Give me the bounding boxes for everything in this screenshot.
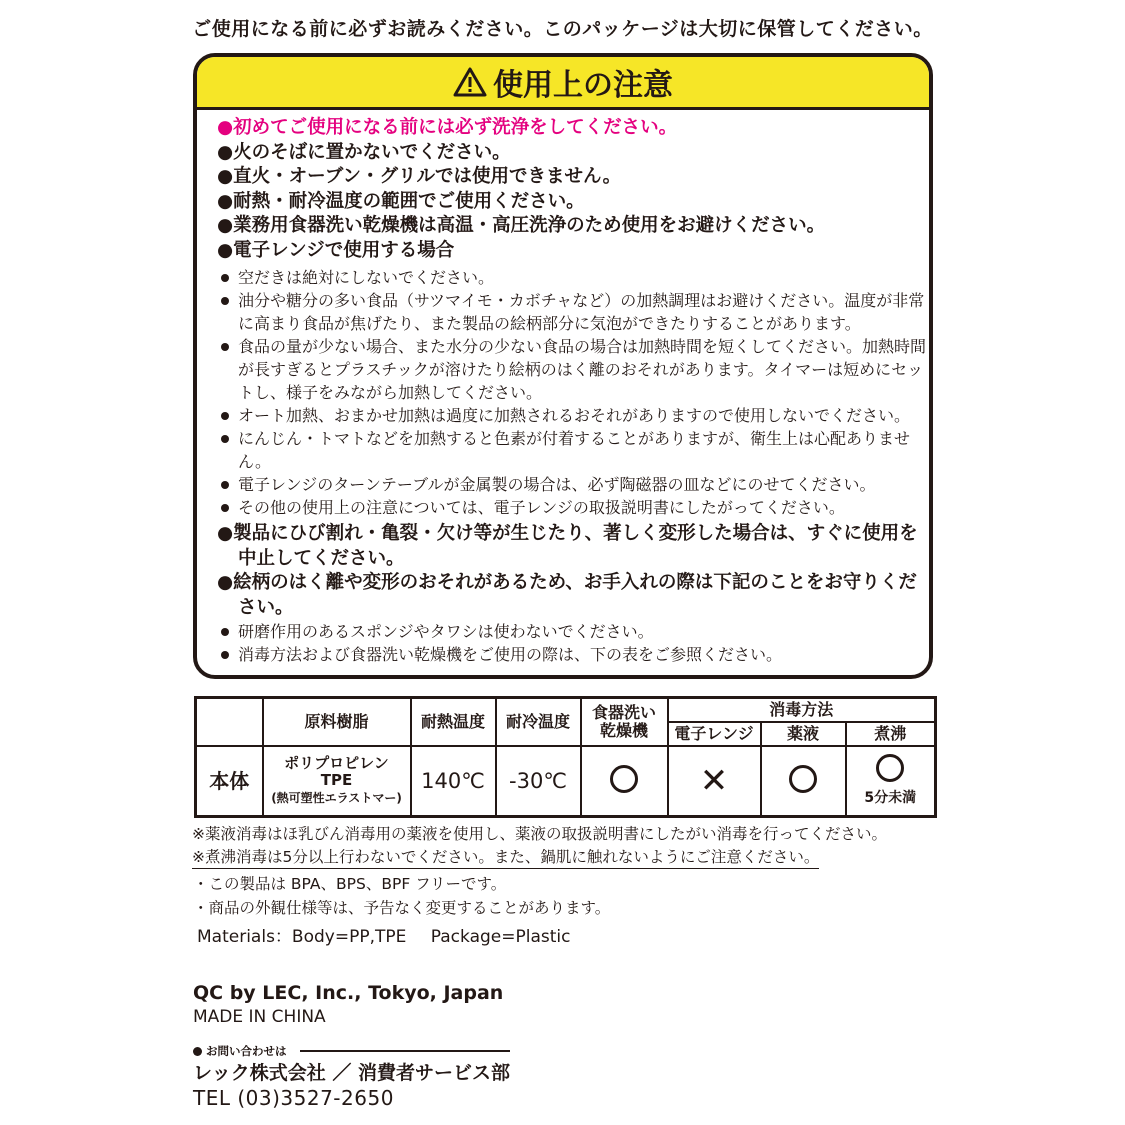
table-note: ※煮沸消毒は5分以上行わないでください。また、鍋肌に触れないようにご注意ください。: [192, 847, 819, 869]
cell-microwave: [668, 746, 761, 817]
boiling-note: 5分未満: [864, 790, 917, 807]
microwave-item: オート加熱、おまかせ加熱は過度に加熱されるおそれがありますので使用しないでください。: [217, 404, 933, 427]
table-corner-cell: [196, 698, 263, 746]
header-chemical: 薬液: [761, 722, 846, 746]
caution-item-microwave: ●電子レンジで使用する場合: [217, 239, 455, 261]
resin-line: (熱可塑性エラストマー): [271, 790, 402, 805]
microwave-item: その他の使用上の注意については、電子レンジの取扱説明書にしたがってください。: [217, 496, 933, 519]
bullet-icon: [193, 1047, 202, 1056]
cell-chemical: [761, 746, 846, 817]
materials-text: Materials：Body=PP,TPE Package=Plastic: [197, 927, 571, 947]
caution-box: [193, 53, 933, 679]
caution-body: [197, 110, 929, 666]
inquiry-label-text: お問い合わせは: [206, 1044, 287, 1058]
header-microwave: 電子レンジ: [668, 722, 761, 746]
maker-text: QC by LEC, Inc., Tokyo, Japan: [193, 982, 504, 1004]
header-heat: 耐熱温度: [411, 698, 496, 746]
care-item: 研磨作用のあるスポンジやタワシは使わないでください。: [217, 620, 933, 643]
caution-item: ●火のそばに置かないでください。: [217, 141, 511, 163]
header-boiling: 煮沸: [846, 722, 936, 746]
caution-item: ●業務用食器洗い乾燥機は高温・高圧洗浄のため使用をお避けください。: [217, 215, 826, 236]
caution-item: ●直火・オーブン・グリルでは使用できません。: [217, 166, 622, 187]
microwave-item: 油分や糖分の多い食品（サツマイモ・カボチャなど）の加熱調理はお避けください。温度が非常に高まり食品が焦げたり、また製品の絵柄部分に気泡ができたりすることがあります。: [217, 289, 933, 335]
caution-item-peel: ●絵柄のはく離や変形のおそれがあるため、お手入れの際は下記のことをお守りください。: [217, 572, 917, 618]
row-label: 本体: [196, 746, 263, 817]
header-resin: 原料樹脂: [263, 698, 411, 746]
caution-header: [197, 57, 929, 110]
microwave-item: 食品の量が少ない場合、また水分の少ない食品の場合は加熱時間を短くしてください。加熱時間が長すぎるとプラスチックが溶けたり絵柄のはく離のおそれがあります。タイマーは短めにセットし、様子をみながら加熱してください。: [217, 335, 933, 404]
info-list: [193, 872, 610, 920]
made-in-text: MADE IN CHINA: [193, 1007, 326, 1027]
inquiry-label: [193, 1043, 287, 1059]
cell-dishwasher: [581, 746, 668, 817]
info-item: ・商品の外観仕様等は、予告なく変更することがあります。: [193, 899, 611, 917]
header-cold: 耐冷温度: [496, 698, 581, 746]
cell-cold: -30℃: [496, 746, 581, 817]
divider: [300, 1050, 510, 1052]
cell-heat: 140℃: [411, 746, 496, 817]
care-item: 消毒方法および食器洗い乾燥機をご使用の際は、下の表をご参照ください。: [217, 643, 933, 666]
cell-resin: [263, 746, 411, 817]
spec-table: [194, 696, 937, 818]
microwave-item: 電子レンジのターンテーブルが金属製の場合は、必ず陶磁器の皿などにのせてください。: [217, 473, 933, 496]
resin-line: ポリプロピレン: [284, 753, 389, 772]
circle-mark-icon: [610, 765, 638, 793]
header-disinfection: 消毒方法: [668, 698, 936, 722]
caution-first-item: ●初めてご使用になる前には必ず洗浄をしてください。: [217, 117, 678, 138]
table-note: ※薬液消毒はほ乳びん消毒用の薬液を使用し、薬液の取扱説明書にしたがい消毒を行ってください。: [192, 825, 887, 843]
tel-text: TEL (03)3527-2650: [193, 1086, 394, 1110]
caution-title: 使用上の注意: [493, 68, 673, 103]
microwave-item: 空だきは絶対にしないでください。: [217, 266, 933, 289]
header-dishwasher: [581, 698, 668, 746]
caution-item-crack: ●製品にひび割れ・亀裂・欠け等が生じたり、著しく変形した場合は、すぐに使用を中止してください。: [217, 523, 918, 569]
warning-icon: [453, 67, 487, 97]
info-item: ・この製品は BPA、BPS、BPF フリーです。: [193, 875, 507, 893]
cell-boiling: [846, 746, 936, 817]
table-notes: [192, 823, 887, 869]
microwave-item: にんじん・トマトなどを加熱すると色素が付着することがありますが、衛生上は心配ありません。: [217, 427, 933, 473]
header-dishwasher-label: 食器洗い乾燥機: [591, 702, 656, 740]
caution-item: ●耐熱・耐冷温度の範囲でご使用ください。: [217, 190, 585, 212]
top-note: ご使用になる前に必ずお読みください。このパッケージは大切に保管してください。: [192, 18, 933, 40]
cross-mark-icon: ✕: [699, 760, 729, 801]
company-text: レック株式会社 ／ 消費者サービス部: [193, 1062, 511, 1084]
circle-mark-icon: [789, 765, 817, 793]
resin-line: TPE: [320, 770, 353, 789]
circle-mark-icon: [876, 754, 904, 782]
